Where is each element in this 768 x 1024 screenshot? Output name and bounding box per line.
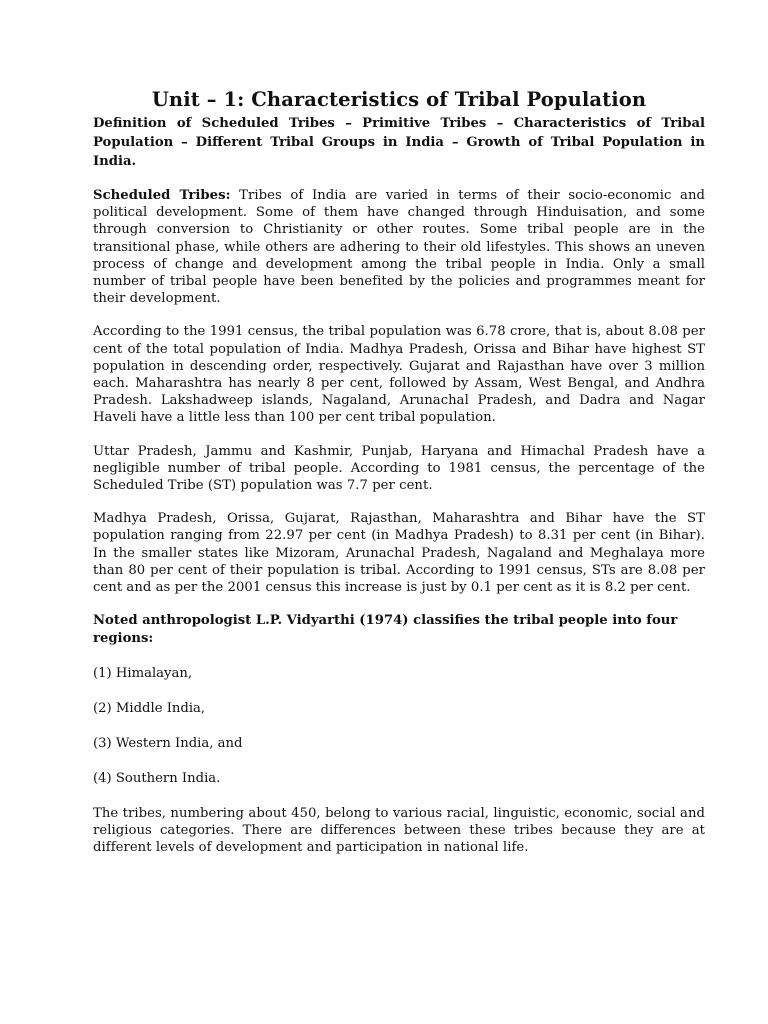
paragraph-negligible-states: Uttar Pradesh, Jammu and Kashmir, Punjab, Haryana and Himachal Pradesh have a negligible number of tribal people. According to 1981 census, the percentage of the Scheduled Tribe (ST) population was 7.7 per cent. (93, 443, 705, 494)
paragraph-state-percentages: Madhya Pradesh, Orissa, Gujarat, Rajasthan, Maharashtra and Bihar have the ST population ranging from 22.97 per cent (in Madhya Pradesh) to 8.31 per cent (in Bihar). In the smaller states like Mizoram, Arunachal Pradesh, Nagaland and Meghalaya more than 80 per cent of their population is tribal. According to 1991 census, STs are 8.08 per cent and as per the 2001 census this increase is just by 0.1 per cent as it is 8.2 per cent. (93, 511, 705, 596)
paragraph-lead: Scheduled Tribes: (93, 188, 231, 203)
paragraph-scheduled-tribes (93, 187, 705, 307)
region-item: (2) Middle India, (93, 701, 206, 717)
paragraph-closing: The tribes, numbering about 450, belong to various racial, linguistic, economic, social and religious categories. There are differences between these tribes because they are at different levels of development and participation in national life. (93, 806, 705, 856)
classification-heading: Noted anthropologist L.P. Vidyarthi (1974) classifies the tribal people into four regions: (93, 613, 678, 646)
document-page (93, 88, 705, 873)
region-item: (3) Western India, and (93, 736, 243, 752)
paragraph-text: Tribes of India are varied in terms of their socio-economic and political development. Some of them have changed through Hinduisation, and some through conversion to Christianity or other routes. Some tribal people are in the transitional phase, while others are adhering to their old lifestyles. This shows an uneven process of change and development among the tribal people in India. Only a small number of tribal people have been benefited by the policies and programmes meant for their development. (93, 188, 705, 307)
paragraph-1991-census: According to the 1991 census, the tribal population was 6.78 crore, that is, about 8.08 per cent of the total population of India. Madhya Pradesh, Orissa and Bihar have highest ST population in descending order, respectively. Gujarat and Rajasthan have over 3 million each. Maharashtra has nearly 8 per cent, followed by Assam, West Bengal, and Andhra Pradesh. Lakshadweep islands, Nagaland, Arunachal Pradesh, and Dadra and Nagar Haveli have a little less than 100 per cent tribal population. (93, 324, 705, 426)
region-item: (1) Himalayan, (93, 666, 193, 682)
page-title: Unit – 1: Characteristics of Tribal Population (151, 88, 647, 111)
unit-topics: Definition of Scheduled Tribes – Primitive Tribes – Characteristics of Tribal Population – Different Tribal Groups in India – Growth of Tribal Population in India. (93, 116, 705, 169)
region-item: (4) Southern India. (93, 771, 221, 787)
